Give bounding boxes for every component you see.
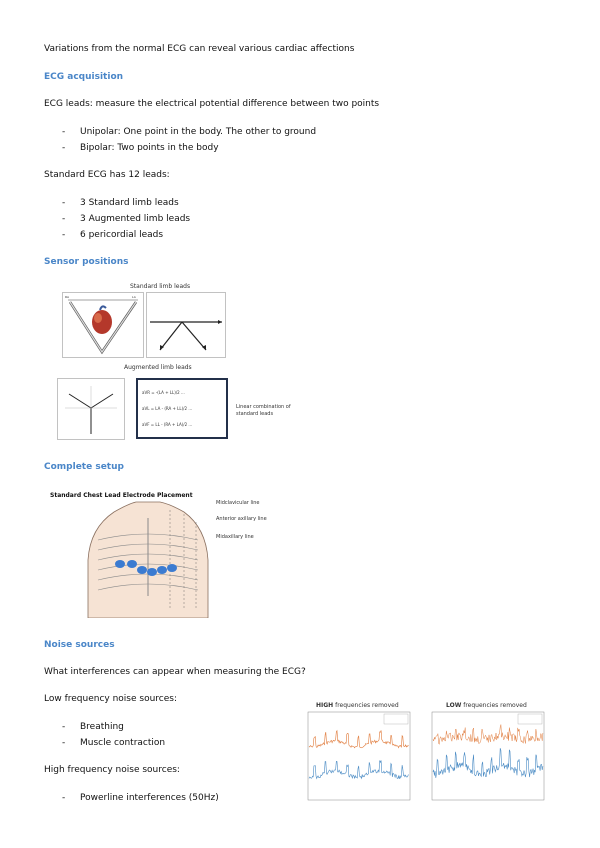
- plot-left-title-bold: HIGH: [316, 702, 334, 709]
- list-item: Bipolar: Two points in the body: [80, 143, 219, 153]
- list-item: 3 Augmented limb leads: [80, 214, 191, 224]
- plot-low-frequencies-removed: [426, 710, 548, 806]
- heading-sensor-positions: Sensor positions: [44, 257, 129, 267]
- bullet-dash: -: [62, 230, 66, 240]
- label-midclavicular: Midclavicular line: [216, 500, 260, 506]
- figure-title-augmented-limb: Augmented limb leads: [124, 364, 192, 371]
- heading-noise-sources: Noise sources: [44, 640, 115, 650]
- equation-avr: aVR = -(LA + LL)/2 ...: [142, 390, 185, 395]
- equation-avf: aVF = LL - (RA + LA)/2 ...: [142, 422, 193, 427]
- label-midaxillary: Midaxillary line: [216, 534, 254, 540]
- svg-text:LA: LA: [132, 295, 136, 299]
- list-item: Powerline interferences (50Hz): [80, 793, 219, 803]
- plot-right-title-bold: LOW: [446, 702, 462, 709]
- bullet-dash: -: [62, 198, 66, 208]
- leads-definition: ECG leads: measure the electrical potential difference between two points: [44, 99, 380, 109]
- augmented-leads-axes-figure: [57, 378, 125, 440]
- high-frequency-label: High frequency noise sources:: [44, 765, 180, 775]
- bullet-dash: -: [62, 143, 66, 153]
- low-frequency-label: Low frequency noise sources:: [44, 694, 177, 704]
- intro-text: Variations from the normal ECG can reveal various cardiac affections: [44, 44, 355, 54]
- plot-right-title: [446, 702, 527, 709]
- label-anterior-axillary: Anterior axillary line: [216, 516, 267, 522]
- bullet-dash: -: [62, 214, 66, 224]
- list-item: Breathing: [80, 722, 124, 732]
- list-item: 6 pericordial leads: [80, 230, 164, 240]
- standard-ecg-intro: Standard ECG has 12 leads:: [44, 170, 170, 180]
- noise-question: What interferences can appear when measuring the ECG?: [44, 667, 306, 677]
- heading-complete-setup: Complete setup: [44, 462, 124, 472]
- bullet-dash: -: [62, 738, 66, 748]
- equation-avl: aVL = LA - (RA + LL)/2 ...: [142, 406, 193, 411]
- augmented-equations-box: [136, 378, 228, 439]
- svg-text:RA: RA: [65, 295, 70, 299]
- list-item: 3 Standard limb leads: [80, 198, 179, 208]
- figure-title-standard-limb: Standard limb leads: [130, 283, 191, 290]
- list-item: Muscle contraction: [80, 738, 166, 748]
- chest-electrode-figure: [84, 500, 212, 618]
- bullet-dash: -: [62, 127, 66, 137]
- plot-left-title-rest: frequencies removed: [333, 702, 399, 709]
- plot-left-title: [316, 702, 399, 709]
- plot-right-title-rest: frequencies removed: [461, 702, 527, 709]
- linear-combination-note: Linear combination of standard leads: [236, 404, 291, 417]
- chest-figure-title: Standard Chest Lead Electrode Placement: [50, 492, 193, 499]
- plot-high-frequencies-removed: [302, 710, 414, 806]
- bullet-dash: -: [62, 793, 66, 803]
- heading-ecg-acquisition: ECG acquisition: [44, 72, 124, 82]
- bullet-dash: -: [62, 722, 66, 732]
- list-item: Unipolar: One point in the body. The other to ground: [80, 127, 317, 137]
- einthoven-triangle-figure: [62, 292, 144, 358]
- standard-leads-axes-figure: [146, 292, 226, 358]
